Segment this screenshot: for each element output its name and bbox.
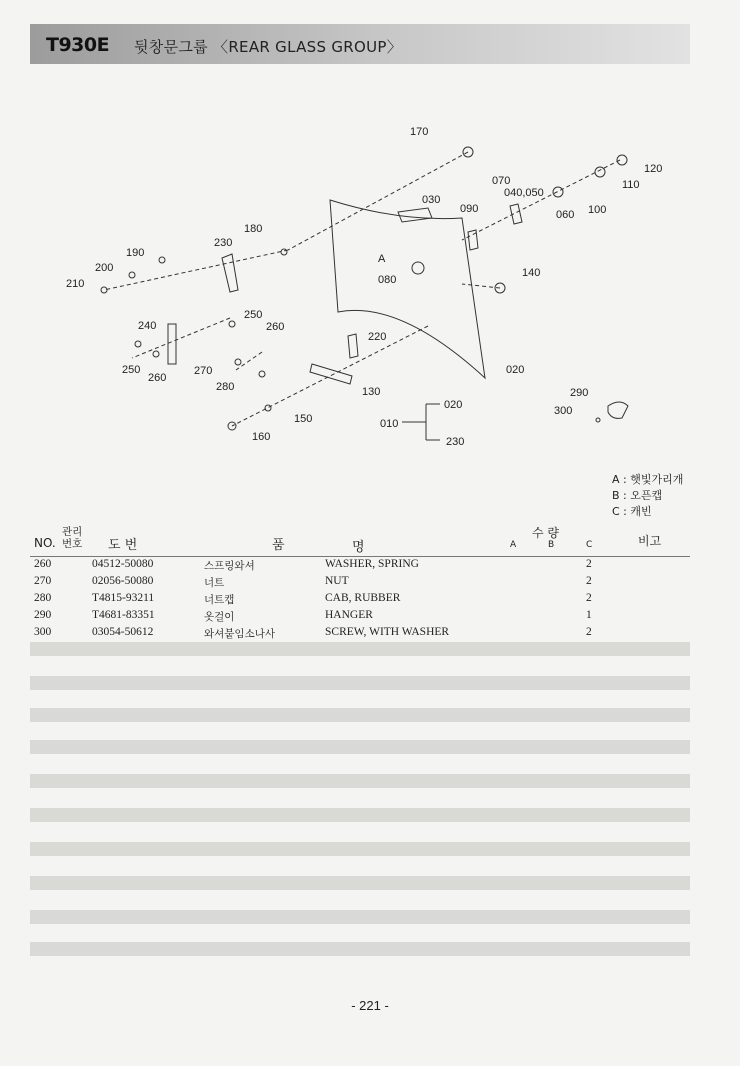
callout-220: 220	[368, 331, 387, 343]
page-number: - 221 -	[351, 998, 389, 1013]
rod-240	[168, 324, 176, 364]
empty-row-band	[30, 876, 690, 890]
assembly-legend	[612, 472, 683, 520]
rear-glass-panel	[330, 200, 485, 378]
row-qty-c: 2	[586, 575, 592, 587]
row-qty-c: 2	[586, 592, 592, 604]
callout-290: 290	[570, 387, 589, 399]
row-no: 280	[34, 592, 52, 604]
callout-160: 160	[252, 431, 271, 443]
row-no: 260	[34, 558, 52, 570]
empty-row-band	[30, 708, 690, 722]
hinge-030	[398, 208, 432, 222]
empty-row-band	[30, 740, 690, 754]
stay-130	[310, 364, 352, 384]
empty-row-band	[30, 808, 690, 822]
callout-labels	[66, 126, 662, 448]
col-remark: 비고	[638, 534, 662, 548]
row-part-number: 02056-50080	[92, 575, 154, 587]
row-part-number: T4681-83351	[92, 609, 155, 621]
table-row	[30, 625, 690, 642]
parts-table	[30, 557, 690, 642]
callout-190: 190	[126, 247, 145, 259]
empty-row-band	[30, 942, 690, 956]
callout-090: 090	[460, 203, 479, 215]
col-c: C	[586, 540, 593, 550]
callout-080: 080	[378, 274, 397, 286]
callout-110: 110	[622, 179, 640, 191]
table-row	[30, 591, 690, 608]
col-a: A	[510, 540, 517, 550]
col-b: B	[548, 540, 555, 550]
row-no: 270	[34, 575, 52, 587]
empty-row-band	[30, 842, 690, 856]
row-part-number: 03054-50612	[92, 626, 154, 638]
callout-060: 060	[556, 209, 575, 221]
legend-item-a: A : 햇빛가리개	[612, 473, 684, 486]
callout-100: 100	[588, 204, 607, 216]
callout-070: 070	[492, 175, 511, 187]
col-mgmt: 관리 번호	[62, 526, 83, 550]
col-name-b: 명	[352, 540, 365, 555]
callout-010: 010	[380, 418, 399, 430]
row-name-en: NUT	[325, 575, 349, 587]
callout-a: A	[378, 253, 386, 265]
row-no: 300	[34, 626, 52, 638]
callout-260a: 260	[266, 321, 285, 333]
bracket-230	[222, 254, 238, 292]
row-name-kr: 너트캡	[204, 594, 235, 606]
callout-270: 270	[194, 365, 213, 377]
row-part-number: 04512-50080	[92, 558, 154, 570]
callout-260b: 260	[148, 372, 167, 384]
col-name-a: 품	[272, 538, 285, 553]
callout-130: 130	[362, 386, 381, 398]
bracket-090	[468, 230, 478, 250]
row-qty-c: 2	[586, 558, 592, 570]
callout-210: 210	[66, 278, 85, 290]
hanger-290	[608, 402, 628, 418]
callout-250a: 250	[244, 309, 263, 321]
legend-item-c: C : 캐빈	[612, 505, 652, 518]
row-name-en: HANGER	[325, 609, 373, 621]
row-name-kr: 옷걸이	[204, 611, 235, 623]
callout-140: 140	[522, 267, 541, 279]
exploded-parts-diagram	[0, 0, 740, 520]
model-number: T930E	[46, 34, 110, 56]
table-row	[30, 574, 690, 591]
col-qty: 수 량	[532, 526, 559, 540]
callout-300: 300	[554, 405, 573, 417]
row-part-number: T4815-93211	[92, 592, 155, 604]
row-name-kr: 너트	[204, 577, 225, 589]
row-no: 290	[34, 609, 52, 621]
callout-030: 030	[422, 194, 441, 206]
callout-020a: 020	[506, 364, 525, 376]
row-qty-c: 1	[586, 609, 592, 621]
callout-230b: 230	[446, 436, 465, 448]
empty-row-band	[30, 676, 690, 690]
callout-250b: 250	[122, 364, 141, 376]
callout-020b: 020	[444, 399, 463, 411]
callout-240: 240	[138, 320, 157, 332]
bracket-220	[348, 334, 358, 358]
callout-180: 180	[244, 223, 263, 235]
row-name-kr: 스프링와셔	[204, 560, 255, 572]
col-no: NO.	[34, 536, 56, 550]
empty-row-band	[30, 774, 690, 788]
col-drawing: 도 번	[108, 538, 138, 553]
callout-200: 200	[95, 262, 114, 274]
table-row	[30, 557, 690, 574]
callout-280: 280	[216, 381, 235, 393]
legend-item-b: B : 오픈캡	[612, 489, 663, 502]
row-name-en: CAB, RUBBER	[325, 592, 401, 604]
row-name-en: WASHER, SPRING	[325, 558, 419, 570]
table-header	[30, 522, 690, 556]
callout-230a: 230	[214, 237, 233, 249]
table-row	[30, 608, 690, 625]
empty-row-band	[30, 910, 690, 924]
row-qty-c: 2	[586, 626, 592, 638]
callout-150: 150	[294, 413, 313, 425]
callout-120: 120	[644, 163, 663, 175]
row-name-kr: 와셔붙임소나사	[204, 628, 276, 640]
row-name-en: SCREW, WITH WASHER	[325, 626, 450, 638]
bracket-040	[510, 204, 522, 224]
callout-040-050: 040,050	[504, 187, 544, 199]
group-title: 뒷창문그룹 〈REAR GLASS GROUP〉	[134, 38, 403, 56]
callout-170: 170	[410, 126, 429, 138]
empty-row-band	[30, 642, 690, 656]
